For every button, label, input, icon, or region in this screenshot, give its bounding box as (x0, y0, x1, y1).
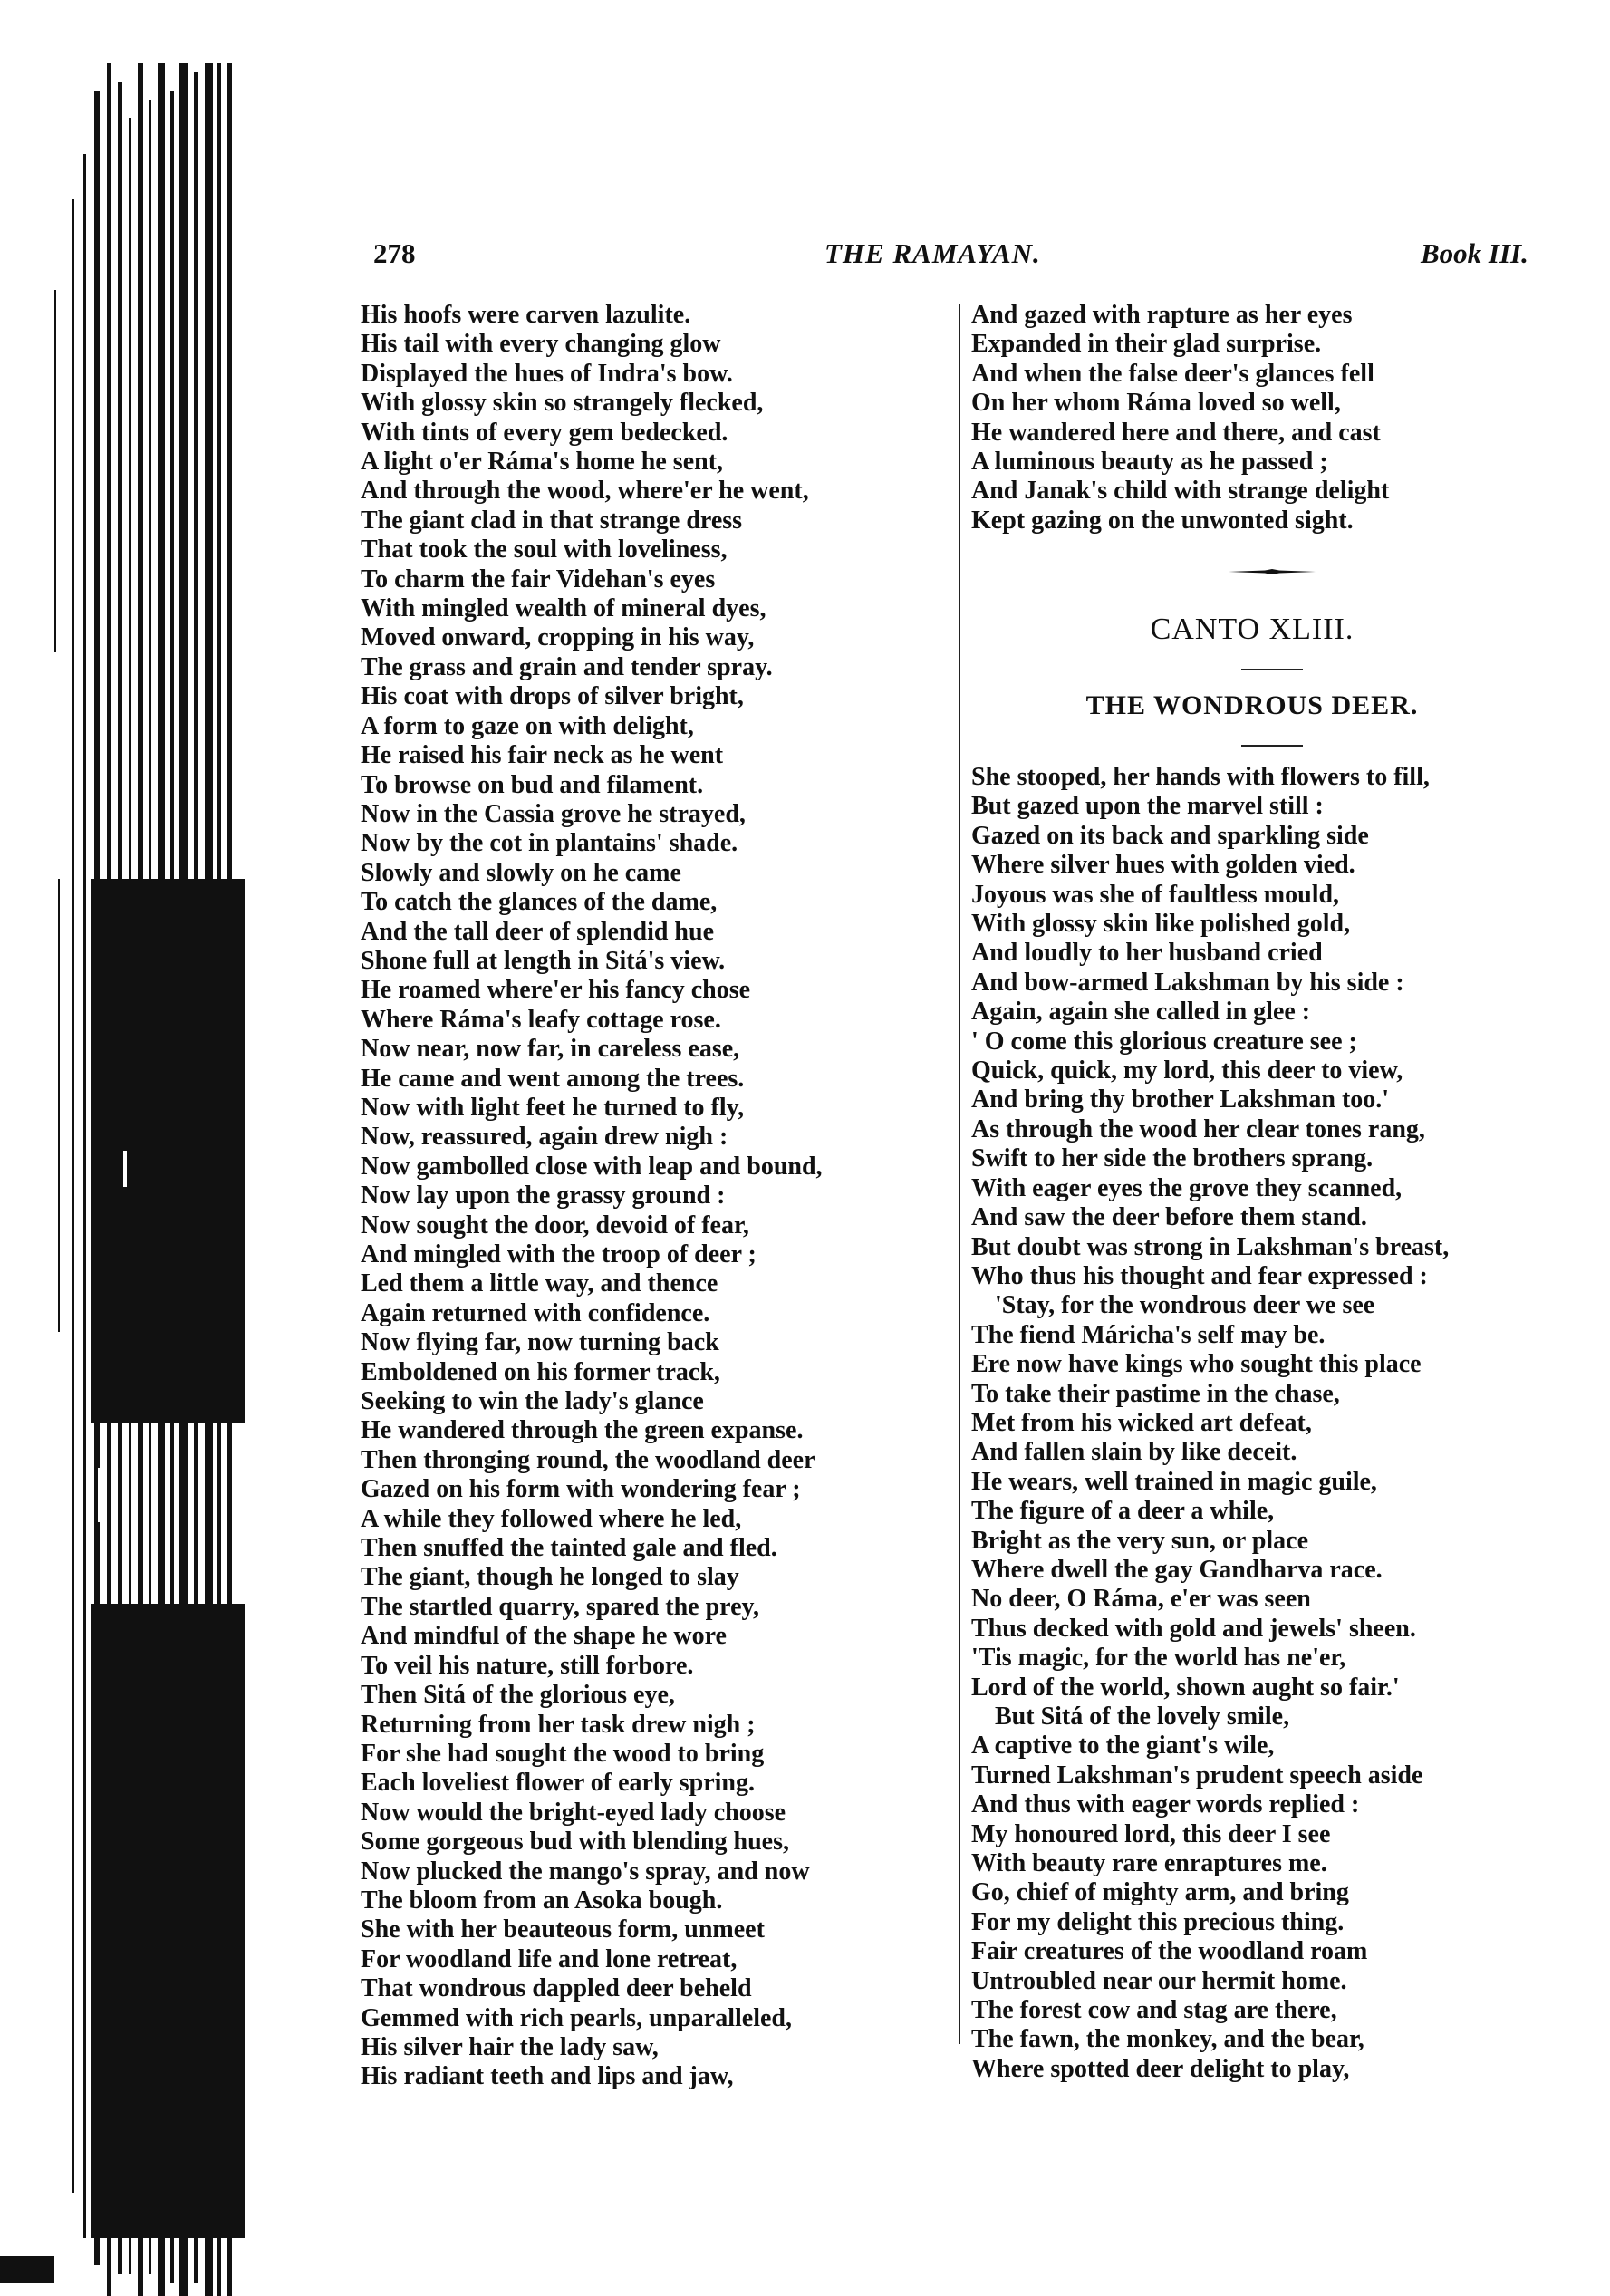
right-text-column-bottom (971, 763, 1533, 2084)
verse-line: Again returned with confidence. (361, 1298, 710, 1327)
verse-line: To veil his nature, still forbore. (361, 1651, 694, 1680)
verse-line: His tail with every changing glow (361, 330, 721, 359)
verse-line: The grass and grain and tender spray. (361, 652, 773, 681)
verse-line: For she had sought the wood to bring (361, 1739, 765, 1768)
verse-line: For my delight this precious thing. (971, 1907, 1345, 1936)
verse-line: He wandered through the green expanse. (361, 1416, 804, 1445)
canto-number: CANTO XLIII. (1150, 613, 1355, 646)
verse-line: No deer, O Ráma, e'er was seen (971, 1585, 1311, 1614)
verse-line: Kept gazing on the unwonted sight. (971, 506, 1354, 535)
verse-line: And mingled with the troop of deer ; (361, 1240, 757, 1269)
verse-line: The startled quarry, spared the prey, (361, 1592, 759, 1621)
verse-line: Now would the bright-eyed lady choose (361, 1798, 786, 1827)
verse-line: To catch the glances of the dame, (361, 888, 718, 917)
verse-line: Some gorgeous bud with blending hues, (361, 1828, 790, 1857)
verse-line: That wondrous dappled deer beheld (361, 1974, 752, 2003)
verse-line: Then Sitá of the glorious eye, (361, 1681, 675, 1710)
verse-line: With tints of every gem bedecked. (361, 418, 728, 447)
verse-line: Gemmed with rich pearls, unparalleled, (361, 2003, 792, 2032)
verse-line: To browse on bud and filament. (361, 770, 704, 799)
verse-line: And bring thy brother Lakshman too.' (971, 1085, 1390, 1114)
verse-line: A while they followed where he led, (361, 1504, 742, 1533)
verse-line: He wears, well trained in magic guile, (971, 1467, 1377, 1496)
verse-line: Slowly and slowly on he came (361, 858, 681, 887)
verse-line: Returning from her task drew nigh ; (361, 1710, 756, 1739)
verse-line: But gazed upon the marvel still : (971, 792, 1324, 821)
verse-line: Now plucked the mango's spray, and now (361, 1857, 810, 1886)
verse-line: And gazed with rapture as her eyes (971, 301, 1353, 329)
verse-line: With beauty rare enraptures me. (971, 1849, 1327, 1878)
verse-line: Again, again she called in glee : (971, 998, 1311, 1027)
verse-line: Met from his wicked art defeat, (971, 1408, 1312, 1437)
column-divider (959, 304, 960, 2044)
verse-line: Now near, now far, in careless ease, (361, 1035, 740, 1064)
left-text-column (361, 301, 940, 2092)
verse-line: A captive to the giant's wile, (971, 1732, 1275, 1761)
verse-line: Bright as the very sun, or place (971, 1526, 1309, 1555)
verse-line: Now with light feet he turned to fly, (361, 1093, 745, 1122)
verse-line: She with her beauteous form, unmeet (361, 1915, 765, 1944)
verse-line: Each loveliest flower of early spring. (361, 1769, 755, 1798)
verse-line: His hoofs were carven lazulite. (361, 301, 691, 329)
verse-line: Now by the cot in plantains' shade. (361, 829, 738, 858)
verse-line: He raised his fair neck as he went (361, 741, 724, 770)
verse-line: His coat with drops of silver bright, (361, 682, 744, 711)
verse-line: Fair creatures of the woodland roam (971, 1937, 1368, 1966)
verse-line: Then thronging round, the woodland deer (361, 1445, 815, 1474)
section-ornament (1229, 569, 1316, 574)
verse-line: With glossy skin so strangely flecked, (361, 389, 764, 418)
running-title: THE RAMAYAN. (824, 237, 1041, 269)
verse-line: A light o'er Ráma's home he sent, (361, 448, 724, 477)
verse-line: Emboldened on his former track, (361, 1357, 720, 1386)
verse-line: Where dwell the gay Gandharva race. (971, 1555, 1383, 1584)
verse-line: And mindful of the shape he wore (361, 1622, 727, 1651)
verse-line: Where silver hues with golden vied. (971, 851, 1355, 880)
verse-line: She stooped, her hands with flowers to fill, (971, 763, 1430, 791)
canto-title: THE WONDROUS DEER. (1085, 690, 1419, 720)
verse-line: The fawn, the monkey, and the bear, (971, 2025, 1364, 2054)
verse-line: The giant clad in that strange dress (361, 506, 743, 535)
verse-line: And saw the deer before them stand. (971, 1203, 1367, 1232)
verse-line: With mingled wealth of mineral dyes, (361, 594, 766, 623)
verse-line: Now lay upon the grassy ground : (361, 1182, 726, 1211)
verse-line: 'Tis magic, for the world has ne'er, (971, 1644, 1346, 1673)
verse-line: Seeking to win the lady's glance (361, 1387, 704, 1416)
verse-line: Swift to her side the brothers sprang. (971, 1144, 1374, 1173)
verse-line: Shone full at length in Sitá's view. (361, 946, 726, 975)
verse-line: For woodland life and lone retreat, (361, 1944, 738, 1973)
verse-line: With eager eyes the grove they scanned, (971, 1173, 1403, 1202)
verse-line: Turned Lakshman's prudent speech aside (971, 1761, 1423, 1790)
verse-line: My honoured lord, this deer I see (971, 1819, 1331, 1848)
verse-line: And bow-armed Lakshman by his side : (971, 968, 1404, 997)
verse-line: Where Ráma's leafy cottage rose. (361, 1005, 721, 1034)
verse-line: A luminous beauty as he passed ; (971, 448, 1328, 477)
verse-line: Displayed the hues of Indra's bow. (361, 359, 733, 388)
verse-line: As through the wood her clear tones rang, (971, 1114, 1425, 1143)
verse-line: Led them a little way, and thence (361, 1269, 718, 1298)
verse-line: Where spotted deer delight to play, (971, 2054, 1350, 2083)
verse-line: And fallen slain by like deceit. (971, 1438, 1297, 1467)
canto-rule-1 (1241, 669, 1303, 670)
verse-line: The giant, though he longed to slay (361, 1563, 739, 1592)
verse-line: Gazed on its back and sparkling side (971, 821, 1369, 850)
verse-line: Lord of the world, shown aught so fair.' (971, 1673, 1400, 1702)
verse-line: Ere now have kings who sought this place (971, 1350, 1422, 1379)
verse-line: And thus with eager words replied : (971, 1790, 1360, 1819)
verse-line: Now in the Cassia grove he strayed, (361, 799, 746, 828)
right-text-column-top (971, 301, 1533, 535)
verse-line: Thus decked with gold and jewels' sheen. (971, 1614, 1416, 1643)
verse-line: To charm the fair Videhan's eyes (361, 564, 716, 593)
verse-line: And the tall deer of splendid hue (361, 917, 714, 946)
binding-gutter (0, 63, 245, 2296)
verse-line: That took the soul with loveliness, (361, 535, 728, 564)
verse-line: Now, reassured, again drew nigh : (361, 1123, 728, 1152)
verse-line: A form to gaze on with delight, (361, 711, 694, 740)
verse-line: Who thus his thought and fear expressed : (971, 1261, 1428, 1290)
verse-line: He came and went among the trees. (361, 1064, 745, 1093)
verse-line: But Sitá of the lovely smile, (995, 1703, 1290, 1731)
verse-line: But doubt was strong in Lakshman's breast, (971, 1232, 1450, 1261)
canto-rule-2 (1241, 745, 1303, 747)
verse-line: Untroubled near our hermit home. (971, 1966, 1347, 1995)
verse-line: On her whom Ráma loved so well, (971, 389, 1341, 418)
verse-line: Moved onward, cropping in his way, (361, 623, 755, 652)
verse-line: Go, chief of mighty arm, and bring (971, 1878, 1349, 1907)
verse-line: The figure of a deer a while, (971, 1497, 1275, 1526)
verse-line: Quick, quick, my lord, this deer to view, (971, 1056, 1403, 1085)
verse-line: He wandered here and there, and cast (971, 418, 1381, 447)
verse-line: And when the false deer's glances fell (971, 359, 1374, 388)
verse-line: His silver hair the lady saw, (361, 2032, 659, 2061)
verse-line: The bloom from an Asoka bough. (361, 1886, 723, 1915)
verse-line: 'Stay, for the wondrous deer we see (995, 1291, 1375, 1320)
verse-line: Then snuffed the tainted gale and fled. (361, 1534, 777, 1563)
verse-line: Now flying far, now turning back (361, 1328, 719, 1357)
verse-line: ' O come this glorious creature see ; (971, 1027, 1357, 1056)
verse-line: Joyous was she of faultless mould, (971, 880, 1340, 909)
verse-line: To take their pastime in the chase, (971, 1379, 1340, 1408)
verse-line: Now sought the door, devoid of fear, (361, 1211, 749, 1240)
book-section: Book III. (1421, 237, 1528, 269)
verse-line: And through the wood, where'er he went, (361, 477, 809, 506)
page-number: 278 (373, 237, 416, 269)
verse-line: The forest cow and stag are there, (971, 1996, 1337, 2025)
verse-line: His radiant teeth and lips and jaw, (361, 2062, 734, 2091)
verse-line: He roamed where'er his fancy chose (361, 976, 751, 1005)
verse-line: Gazed on his form with wondering fear ; (361, 1475, 801, 1504)
verse-line: Now gambolled close with leap and bound, (361, 1152, 823, 1181)
verse-line: And loudly to her husband cried (971, 939, 1323, 968)
verse-line: The fiend Máricha's self may be. (971, 1320, 1326, 1349)
verse-line: With glossy skin like polished gold, (971, 910, 1351, 939)
verse-line: And Janak's child with strange delight (971, 477, 1390, 506)
verse-line: Expanded in their glad surprise. (971, 330, 1322, 359)
